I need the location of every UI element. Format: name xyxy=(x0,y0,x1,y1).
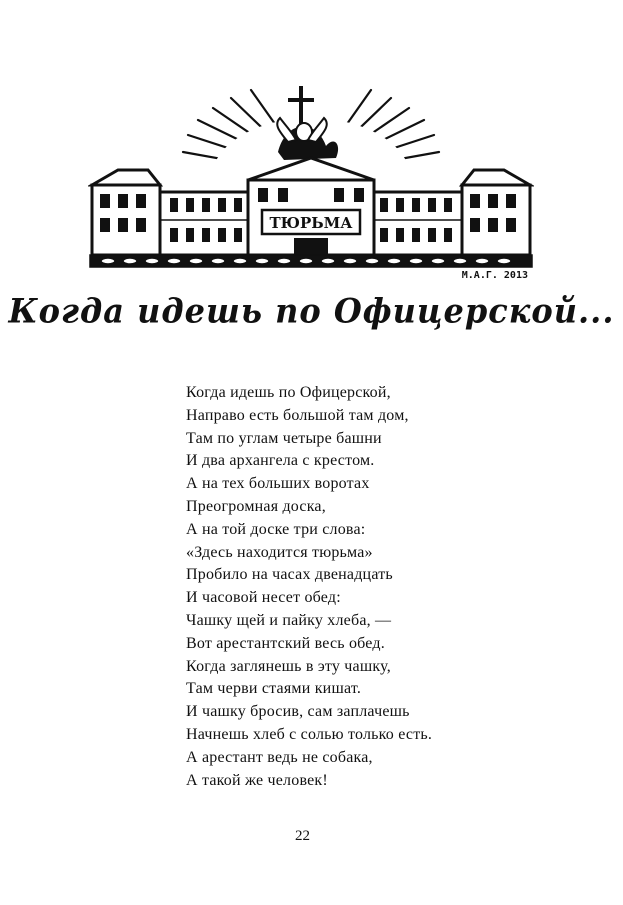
poem-line: И два архангела с крестом. xyxy=(186,452,375,470)
left-tower xyxy=(92,170,160,255)
poem-line: Направо есть большой там дом, xyxy=(186,406,409,424)
poem-line: Там черви стаями кишат. xyxy=(186,680,362,698)
central-block xyxy=(248,180,374,255)
poem-line: Чашку щей и пайку хлеба, — xyxy=(186,611,392,629)
poem-line: Когда идешь по Офицерской, xyxy=(186,384,391,401)
poem-line: Когда заглянешь в эту чашку, xyxy=(186,657,391,675)
poem-line: А арестант ведь не собака, xyxy=(186,748,373,766)
poem-line: Начнешь хлеб с солью только есть. xyxy=(186,725,433,743)
prison-sign-text: ТЮРЬМА xyxy=(269,214,353,232)
poem-line: И часовой несет обед: xyxy=(186,589,341,607)
right-tower xyxy=(462,170,530,255)
poem-line: А на тех больших воротах xyxy=(186,475,370,493)
poem-line: Пробило на часах двенадцать xyxy=(186,566,393,584)
poem-line: А на той доске три слова: xyxy=(186,520,366,538)
poem-line: Там по углам четыре башни xyxy=(186,429,382,447)
artist-signature: М.А.Г. 2013 xyxy=(461,270,528,280)
poem-line: А такой же человек! xyxy=(186,771,328,789)
poem-line: Вот арестантский весь обед. xyxy=(186,634,385,652)
poem-line: «Здесь находится тюрьма» xyxy=(186,543,373,561)
poem-line: Преогромная доска, xyxy=(186,497,326,515)
poem-line: И чашку бросив, сам заплачешь xyxy=(186,703,410,721)
page-number: 22 xyxy=(295,828,310,844)
cobblestones xyxy=(90,255,532,267)
gate xyxy=(294,238,328,255)
page-title: Когда идешь по Офицерской... xyxy=(8,291,615,331)
prison-illustration xyxy=(88,80,534,280)
poem-body xyxy=(186,382,506,792)
